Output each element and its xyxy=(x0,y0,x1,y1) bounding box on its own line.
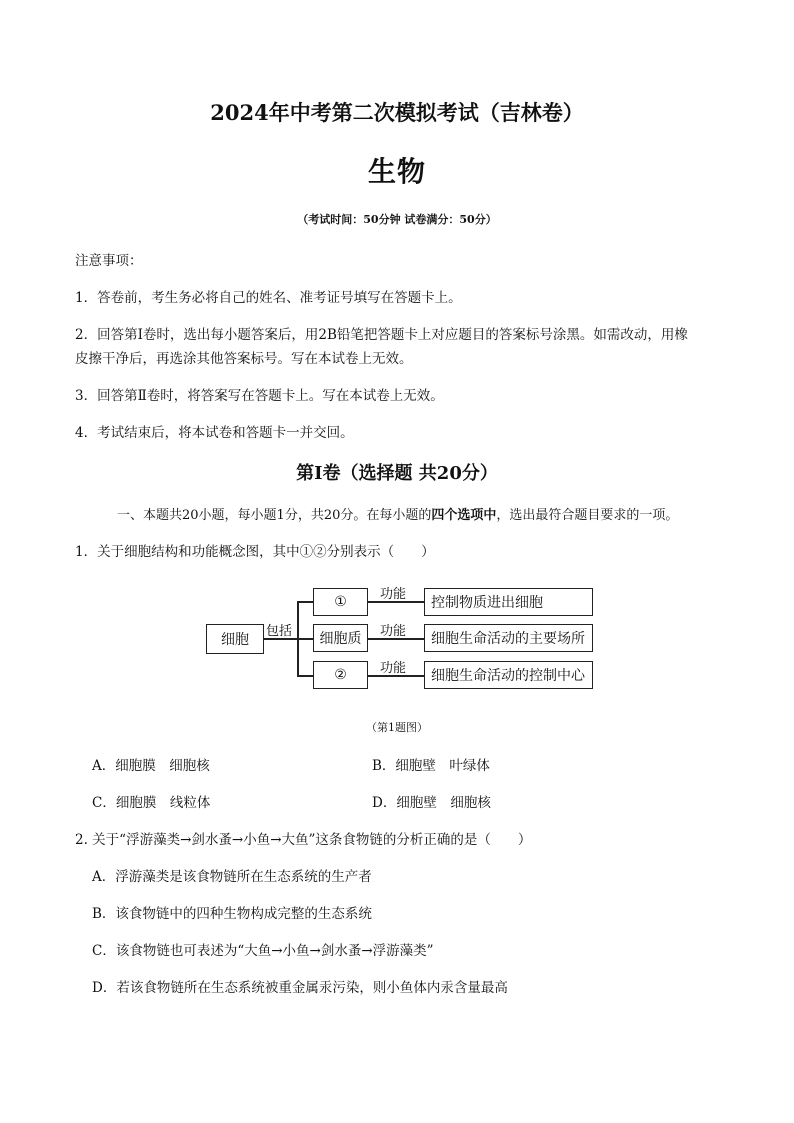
include-label: 包括 xyxy=(266,624,293,639)
exam-title: 2024年中考第二次模拟考试（吉林卷） xyxy=(210,100,584,125)
section-title: 第Ⅰ卷（选择题 共20分） xyxy=(296,463,498,484)
function-box-2: 细胞生命活动的主要场所 xyxy=(424,624,593,652)
part-box-1: ① xyxy=(313,588,368,616)
part-box-2: 细胞质 xyxy=(313,624,368,652)
section-instruction xyxy=(117,504,678,523)
function-label-2: 功能 xyxy=(380,624,407,639)
function-label-1: 功能 xyxy=(380,587,407,602)
instruction-part-a: 一、本题共20小题，每小题1分，共20分。在每小题的 xyxy=(117,508,432,523)
q1-option-c: C．细胞膜 线粒体 xyxy=(92,795,211,811)
subject-title: 生物 xyxy=(367,155,426,188)
note-item-2: 2．回答第Ⅰ卷时，选出每小题答案后，用2B铅笔把答题卡上对应题目的答案标号涂黑。如需改动，用橡 xyxy=(75,327,688,343)
instruction-part-c: ，选出最符合题目要求的一项。 xyxy=(496,508,679,523)
exam-info: （考试时间：50分钟 试卷满分：50分） xyxy=(297,213,497,226)
q2-option-b: B．该食物链中的四种生物构成完整的生态系统 xyxy=(92,906,372,922)
q1-stem: 1．关于细胞结构和功能概念图，其中①②分别表示（ ） xyxy=(75,544,435,560)
function-label-3: 功能 xyxy=(380,661,407,676)
q1-option-d: D．细胞壁 细胞核 xyxy=(372,795,491,811)
notes-heading: 注意事项： xyxy=(75,253,143,269)
branch-line-3 xyxy=(297,675,313,677)
instruction-emphasis: 四个选项中 xyxy=(431,508,497,523)
q2-option-c: C．该食物链也可表述为“大鱼→小鱼→剑水蚤→浮游藻类” xyxy=(92,943,434,959)
root-box: 细胞 xyxy=(206,624,264,654)
note-item-2-cont: 皮擦干净后，再选涂其他答案标号。写在本试卷上无效。 xyxy=(75,351,413,367)
function-box-3: 细胞生命活动的控制中心 xyxy=(424,661,593,689)
q2-option-d: D．若该食物链所在生态系统被重金属汞污染，则小鱼体内汞含量最高 xyxy=(92,980,508,996)
q1-option-b: B．细胞壁 叶绿体 xyxy=(372,758,490,774)
branch-line-1 xyxy=(297,601,313,603)
branch-line-2 xyxy=(297,638,313,640)
note-item-1: 1．答卷前，考生务必将自己的姓名、准考证号填写在答题卡上。 xyxy=(75,290,462,306)
q1-figure-caption: （第1题图） xyxy=(366,721,428,734)
note-item-3: 3．回答第Ⅱ卷时，将答案写在答题卡上。写在本试卷上无效。 xyxy=(75,388,444,404)
q1-option-a: A．细胞膜 细胞核 xyxy=(92,758,210,774)
function-box-1: 控制物质进出细胞 xyxy=(424,588,593,616)
note-item-4: 4．考试结束后，将本试卷和答题卡一并交回。 xyxy=(75,425,354,441)
q2-option-a: A．浮游藻类是该食物链所在生态系统的生产者 xyxy=(92,869,372,885)
q2-stem: 2. 关于“浮游藻类→剑水蚤→小鱼→大鱼”这条食物链的分析正确的是（ ） xyxy=(75,832,532,848)
part-box-3: ② xyxy=(313,661,368,689)
